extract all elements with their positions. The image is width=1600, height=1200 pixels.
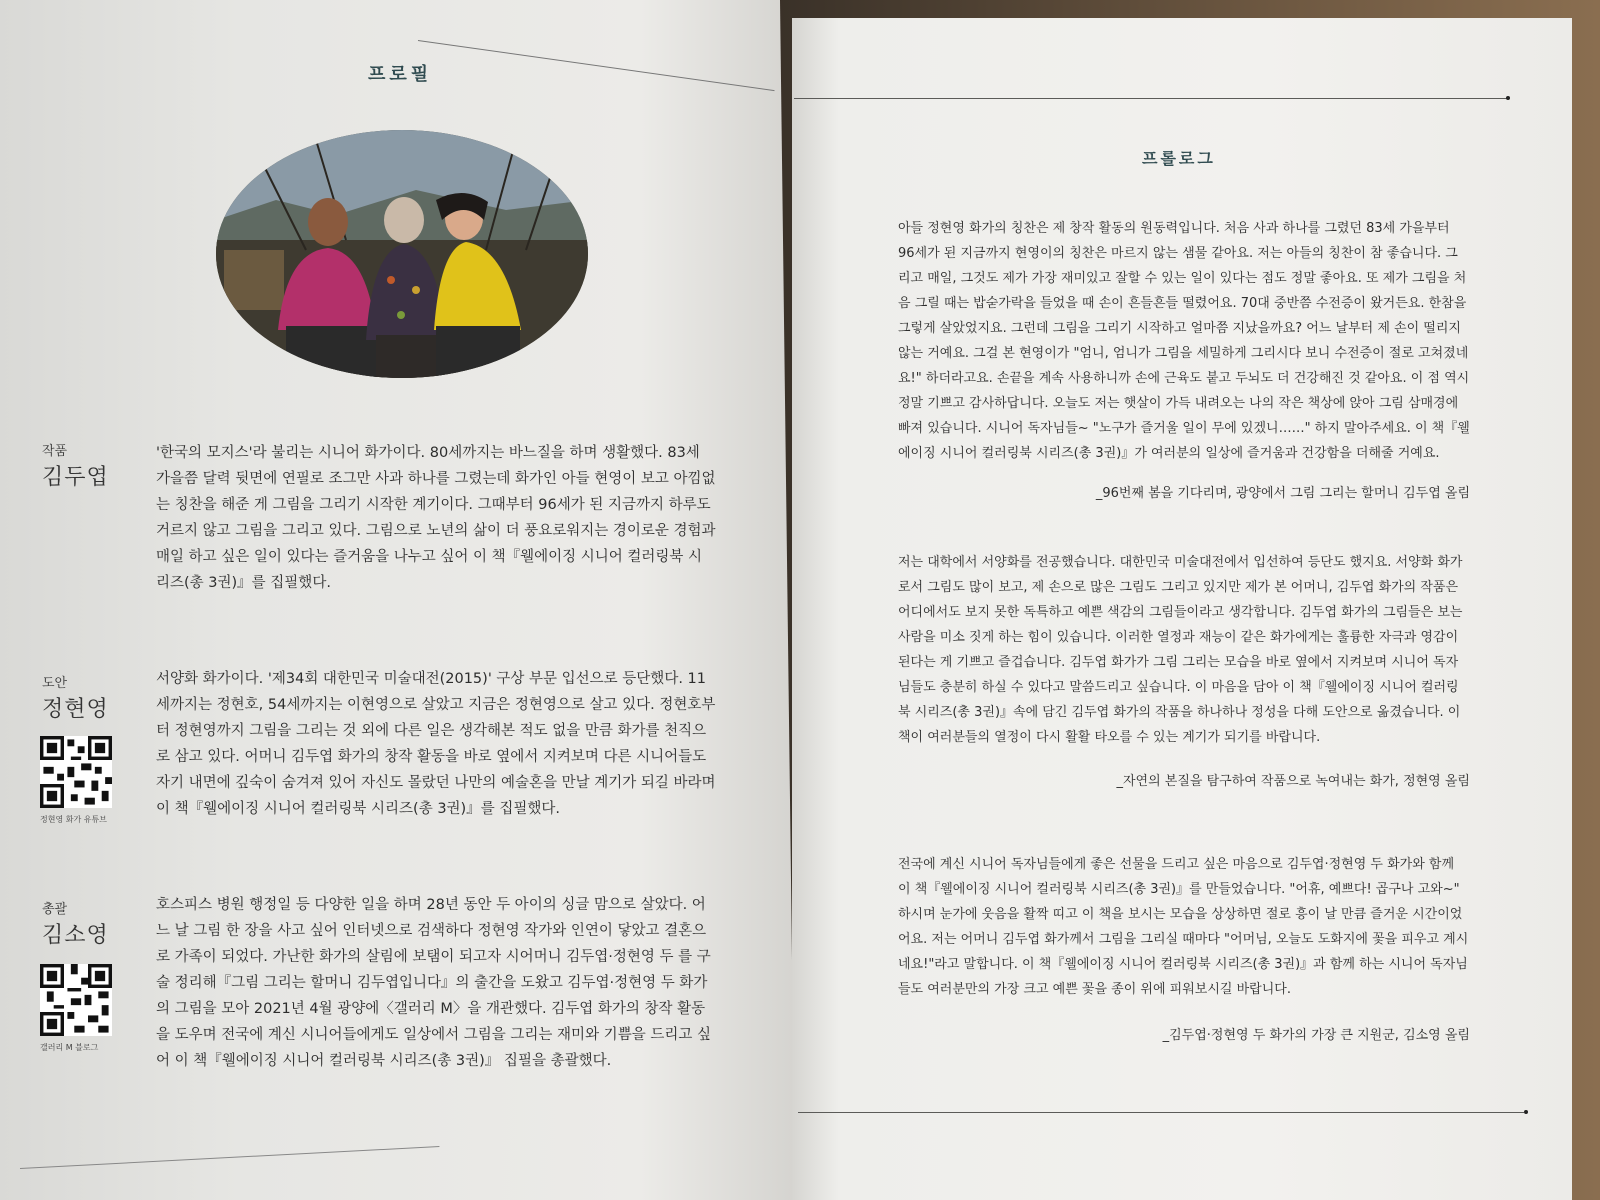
footer-dot	[1524, 1110, 1528, 1114]
role-label-director: 총괄	[42, 902, 68, 917]
header-rule-right	[794, 98, 1508, 99]
family-photo	[216, 130, 588, 378]
name-kim-soyeong: 김소영	[42, 923, 109, 948]
bio-jeong-hyeonyeong: 서양화 화가이다. '제34회 대한민국 미술대전(2015)' 구상 부문 입선으로 등단했다. 11세까지는 정현호, 54세까지는 이현영으로 살았고 지금은 정현영으로 살고 있다. 정현호부터 정현영까지 그림을 그리는 것 외에 다른 일은 생각해본 적도 없을 만큼 화가를 천직으로 삼고 있다. 어머니 김두엽 화가의 창작 활동을 바로 옆에서 지켜보며 다른 시니어들도 자기 내면에 깊숙이 숨겨져 있어 자신도 몰랐던 나만의 예술혼을 만날 계기가 되길 바라며 이 책『웰에이징 시니어 컬러링북 시리즈(총 3권)』를 집필했다.	[156, 671, 716, 817]
youtube-qr-code[interactable]	[40, 736, 112, 808]
signature-kim-soyeong: _김두엽·정현영 두 화가의 가장 큰 지원군, 김소영 올림	[1162, 1028, 1470, 1043]
qr-caption-blog: 갤러리 M 블로그	[40, 1043, 99, 1052]
bio-kim-soyeong: 호스피스 병원 행정일 등 다양한 일을 하며 28년 동안 두 아이의 싱글 맘으로 살았다. 어느 날 그림 한 장을 사고 싶어 인터넷으로 검색하다 정현영 작가와 인연이 닿았고 결혼으로 가족이 되었다. 가난한 화가의 살림에 보탬이 되고자 시어머니 김두엽·정현영 두 를 구술 정리해『그림 그리는 할머니 김두엽입니다』의 출간을 도왔고 김두엽·정현영 두 화가의 그림을 모아 2021년 4월 광양에〈갤러리 M〉을 개관했다. 김두엽 화가의 창작 활동을 도우며 전국에 계신 시니어들에게도 일상에서 그림을 그리는 재미와 기쁨을 드리고 싶어 이 책『웰에이징 시니어 컬러링북 시리즈(총 3권)』 집필을 총괄했다.	[156, 897, 711, 1069]
footer-rule-right	[798, 1112, 1524, 1113]
blog-qr-code[interactable]	[40, 964, 112, 1036]
name-kim-duyeop: 김두엽	[42, 465, 109, 490]
signature-jeong-hyeonyeong: _자연의 본질을 탐구하여 작품으로 녹여내는 화가, 정현영 올림	[1116, 774, 1470, 789]
bio-kim-duyeop: '한국의 모지스'라 불리는 시니어 화가이다. 80세까지는 바느질을 하며 생활했다. 83세 가을쯤 달력 뒷면에 연필로 조그만 사과 하나를 그렸는데 화가인 아들 현영이 보고 아낌없는 칭찬을 해준 게 그림을 그리기 시작한 계기이다. 그때부터 96세가 된 지금까지 하루도 거르지 않고 그림을 그리고 있다. 그림으로 노년의 삶이 더 풍요로워지는 경이로운 경험과 매일 하고 싶은 일이 있다는 즐거움을 나누고 싶어 이 책『웰에이징 시니어 컬러링북 시리즈(총 3권)』를 집필했다.	[156, 445, 716, 591]
qr-caption-youtube: 정현영 화가 유튜브	[40, 815, 107, 824]
prologue-title: 프롤로그	[1142, 149, 1216, 168]
header-dot	[1506, 96, 1510, 100]
signature-kim-duyeop: _96번째 봄을 기다리며, 광양에서 그림 그리는 할머니 김두엽 올림	[1095, 486, 1470, 501]
profile-title: 프로필	[368, 64, 433, 85]
role-label-artwork: 작품	[42, 444, 68, 459]
prologue-paragraph-2: 저는 대학에서 서양화를 전공했습니다. 대한민국 미술대전에서 입선하여 등단도 했지요. 서양화 화가로서 그림도 많이 보고, 제 손으로 많은 그림도 그리고 있지만 제가 본 어머니, 김두엽 화가의 작품은 어디에서도 보지 못한 독특하고 예쁜 색감의 그림들이라고 생각합니다. 김두엽 화가의 그림들은 보는 사람을 미소 짓게 하는 힘이 있습니다. 이러한 열정과 재능이 같은 화가에게는 훌륭한 자극과 영감이 된다는 게 기쁘고 즐겁습니다. 김두엽 화가가 그림 그리는 모습을 바로 옆에서 지켜보며 시니어 독자님들도 충분히 하실 수 있다고 말씀드리고 싶습니다. 이 마음을 담아 이 책『웰에이징 시니어 컬러링북 시리즈(총 3권)』속에 담긴 김두엽 화가의 작품을 하나하나 정성을 다해 도안으로 옮겼습니다. 이 책이 여러분들의 열정이 다시 활활 타오를 수 있는 계기가 되기를 바랍니다.	[898, 555, 1463, 745]
name-jeong-hyeonyeong: 정현영	[42, 697, 109, 722]
prologue-paragraph-1: 아들 정현영 화가의 칭찬은 제 창작 활동의 원동력입니다. 처음 사과 하나를 그렸던 83세 가을부터 96세가 된 지금까지 현영이의 칭찬은 마르지 않는 샘물 같아요. 저는 아들의 칭찬이 참 좋습니다. 그리고 매일, 그것도 제가 가장 재미있고 잘할 수 있는 일이 있다는 점도 정말 좋아요. 또 제가 그림을 처음 그릴 때는 밥숟가락을 들었을 때 손이 흔들흔들 떨렸어요. 70대 중반쯤 수전증이 왔거든요. 한참을 그렇게 살았었지요. 그런데 그림을 그리기 시작하고 얼마쯤 지났을까요? 어느 날부터 제 손이 떨리지 않는 거예요. 그걸 본 현영이가 "엄니, 엄니가 그림을 세밀하게 그리시다 보니 수전증이 절로 고쳐졌네요!" 하더라고요. 손끝을 계속 사용하니까 손에 근육도 붙고 두뇌도 더 건강해진 것 같아요. 이 점 역시 정말 기쁘고 감사하답니다. 오늘도 저는 햇살이 가득 내려오는 나의 작은 책상에 앉아 그림 삼매경에 빠져 있습니다. 시니어 독자님들~ "노구가 즐거울 일이 무에 있겠니……" 하지 말아주세요. 이 책『웰에이징 시니어 컬러링북 시리즈(총 3권)』가 여러분의 일상에 즐거움과 건강함을 더해줄 거예요.	[898, 221, 1470, 461]
role-label-design: 도안	[42, 676, 68, 691]
prologue-paragraph-3: 전국에 계신 시니어 독자님들에게 좋은 선물을 드리고 싶은 마음으로 김두엽·정현영 두 화가와 함께 이 책『웰에이징 시니어 컬러링북 시리즈(총 3권)』를 만들었습니다. "어휴, 예쁘다! 곱구나 고와~" 하시며 눈가에 웃음을 활짝 띠고 이 책을 보시는 모습을 상상하면 절로 흥이 날 만큼 즐거운 시간이었어요. 저는 어머니 김두엽 화가께서 그림을 그리실 때마다 "어머님, 오늘도 도화지에 꽃을 피우고 계시네요!"라고 말합니다. 이 책『웰에이징 시니어 컬러링북 시리즈(총 3권)』과 함께 하는 시니어 독자님들도 여러분만의 가장 크고 예쁜 꽃을 종이 위에 피워보시길 바랍니다.	[898, 857, 1469, 997]
